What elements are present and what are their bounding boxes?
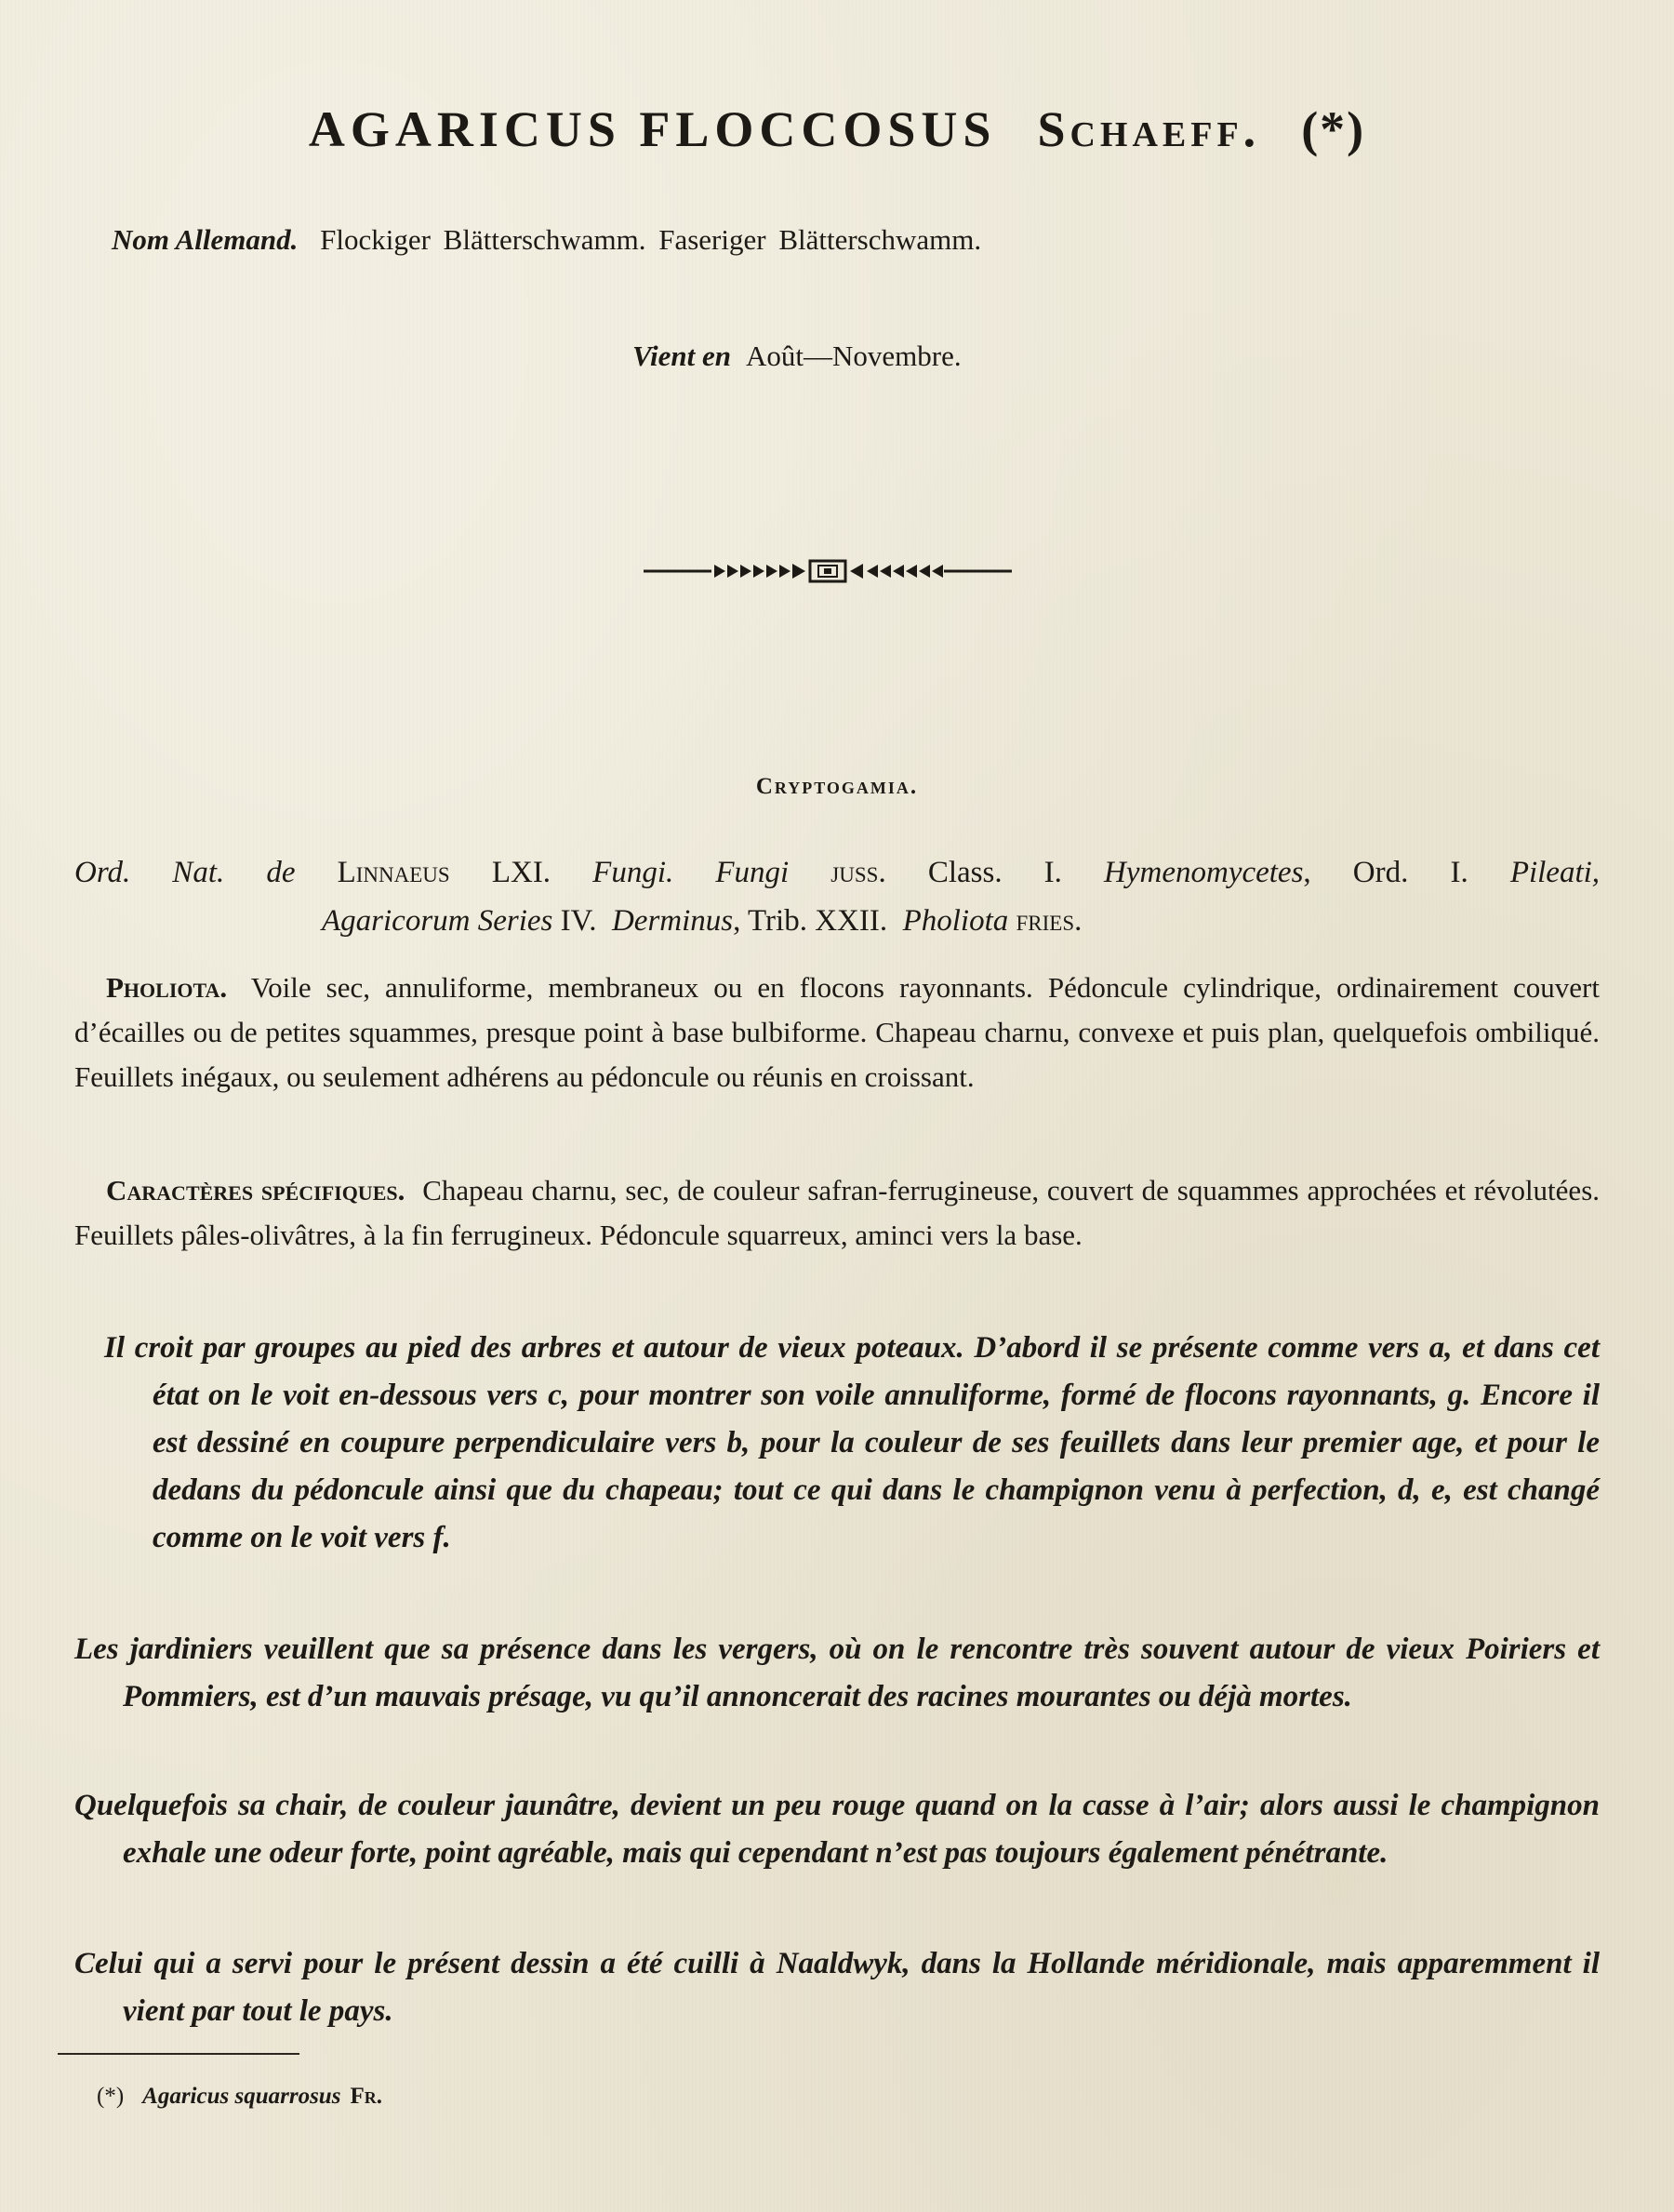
classification-text: fries.: [1016, 904, 1083, 938]
classification-line-1: [74, 848, 1600, 897]
classification-text: Agaricorum Series: [322, 904, 553, 938]
season-label: Vient en: [632, 340, 731, 372]
footnote-rule: [58, 2053, 299, 2055]
page-title: [0, 100, 1674, 158]
german-names: [112, 223, 981, 257]
class-heading: Cryptogamia.: [755, 774, 919, 799]
footnote-author: Fr.: [350, 2084, 382, 2109]
classification-text: Hymenomycetes: [1104, 856, 1304, 889]
species-author: Schaeff.: [1037, 101, 1261, 157]
season-value: Août—Novembre.: [746, 340, 962, 372]
classification-text: LXI.: [491, 856, 551, 889]
genus-description: [74, 966, 1600, 1099]
german-names-value: Flockiger Blätterschwamm. Faseriger Blätterschwamm.: [320, 223, 982, 256]
classification-text: Ord. Nat. de: [74, 856, 296, 889]
genus-heading: Pholiota.: [106, 971, 228, 1004]
classification-text: Pileati,: [1509, 856, 1601, 889]
german-names-label: Nom Allemand.: [112, 223, 299, 256]
footnote: [97, 2084, 382, 2110]
classification-text: juss.: [830, 856, 886, 889]
footnote-name: Agaricus squarrosus: [142, 2084, 341, 2109]
observation-paragraph: Il croit par groupes au pied des arbres et autour de vieux poteaux. D’abord il se présente comme vers a, et dans cet état on le voit en-dessous vers c, pour montrer son voile annuliforme, formé de flocons rayonnants, g. Encore il est dessiné en coupure perpendiculaire vers b, pour la couleur de ses feuillets dans leur premier age, et pour le dedans du pédoncule ainsi que du chapeau; tout ce qui dans le champignon venu à perfection, d, e, est changé comme on le voit vers f.: [104, 1331, 1600, 1554]
classification-text: , Ord. I.: [1303, 856, 1468, 889]
observation-paragraph: Celui qui a servi pour le présent dessin a été cuilli à Naaldwyk, dans la Hollande méridionale, mais apparemment il vient par tout le pays.: [74, 1947, 1600, 2028]
classification-text: Class. I.: [927, 856, 1062, 889]
classification-text: Fungi.: [592, 856, 674, 889]
observation-paragraph: Les jardiniers veuillent que sa présence dans les vergers, où on le rencontre très souvent autour de vieux Poiriers et Pommiers, est d’un mauvais présage, vu qu’il annoncerait des racines mourantes ou déjà mortes.: [74, 1632, 1600, 1713]
title-footnote-mark: (*): [1301, 101, 1366, 157]
genus-text: Voile sec, annuliforme, membraneux ou en flocons rayonnants. Pédoncule cylindrique, ordinairement couvert d’écailles ou de petites squammes, presque point à base bulbiforme. Chapeau charnu, convexe et puis plan, quelquefois ombiliqué. Feuillets inégaux, ou seulement adhérens au pédoncule ou réunis en croissant.: [74, 971, 1600, 1093]
classification-text: Pholiota: [902, 904, 1009, 938]
classification-block: [74, 848, 1600, 945]
observation-paragraph: Quelquefois sa chair, de couleur jaunâtre, devient un peu rouge quand on la casse à l’air; alors aussi le champignon exhale une odeur forte, point agréable, mais qui cependant n’est pas toujours également pénétrante.: [74, 1789, 1600, 1870]
classification-text: Derminus: [611, 904, 734, 938]
classification-text: Linnaeus: [337, 856, 450, 889]
species-characters-heading: Caractères spécifiques.: [106, 1174, 405, 1206]
species-name: AGARICUS FLOCCOSUS: [308, 101, 997, 157]
classification-text: Fungi: [715, 856, 790, 889]
decorative-divider-icon: [642, 553, 1014, 590]
species-characters-text: Chapeau charnu, sec, de couleur safran-ferrugineuse, couvert de squammes approchées et révolutées. Feuillets pâles-olivâtres, à la fin ferrugineux. Pédoncule squarreux, aminci vers la base.: [74, 1174, 1601, 1251]
classification-text: IV.: [560, 904, 597, 938]
species-characters: [74, 1168, 1600, 1258]
classification-line-2: [74, 897, 1600, 945]
footnote-marker: (*): [97, 2084, 125, 2109]
season-line: [632, 340, 962, 373]
classification-text: , Trib. XXII.: [733, 904, 888, 938]
